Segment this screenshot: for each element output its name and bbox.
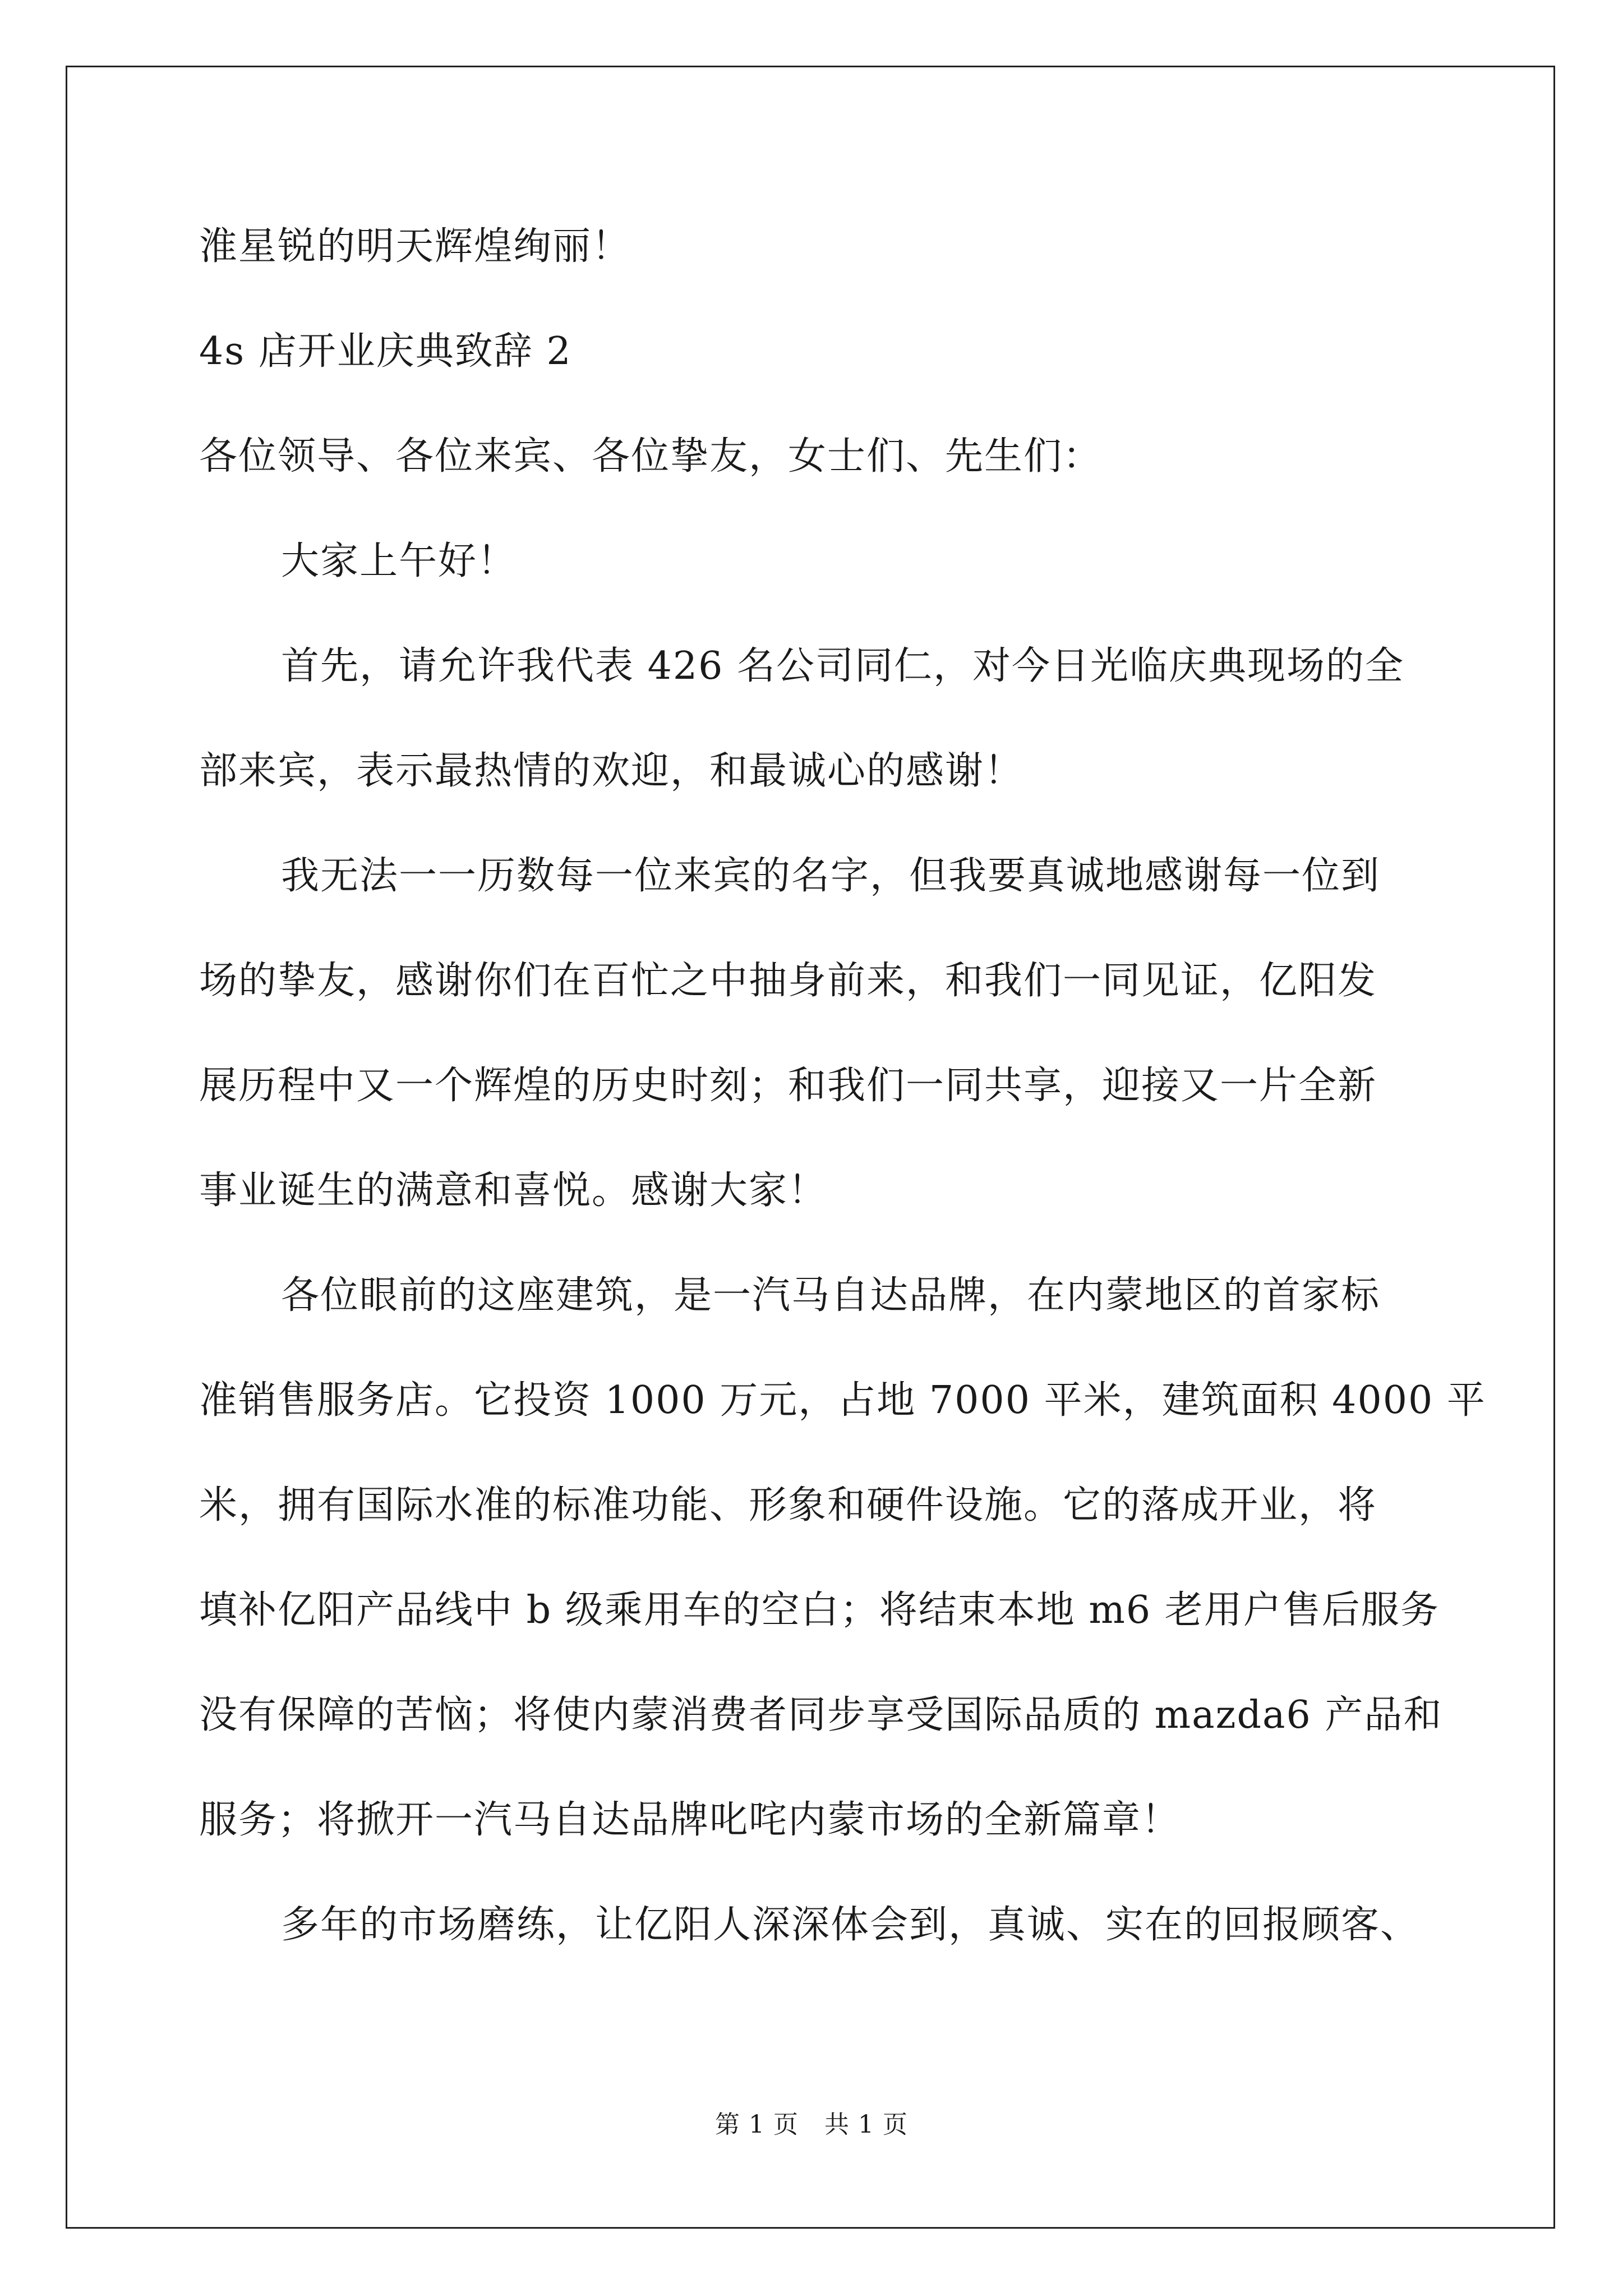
paragraph-line: 我无法一一历数每一位来宾的名字，但我要真诚地感谢每一位到: [281, 854, 1381, 898]
document-body: [199, 213, 1486, 1996]
paragraph-3: [199, 1262, 1486, 1854]
page-total: 共 1 页: [824, 2110, 908, 2139]
section-title: 4s 店开业庆典致辞 2: [199, 329, 572, 374]
paragraph-line: 准销售服务店。它投资 1000 万元，占地 7000 平米，建筑面积 4000 平: [199, 1378, 1486, 1423]
salutation: 各位领导、各位来宾、各位挚友，女士们、先生们：: [199, 434, 1103, 478]
paragraph-line: 各位眼前的这座建筑，是一汽马自达品牌，在内蒙地区的首家标: [281, 1273, 1381, 1318]
paragraph-line: 米，拥有国际水准的标准功能、形象和硬件设施。它的落成开业，将: [199, 1483, 1377, 1527]
page-number: 第 1 页: [715, 2110, 799, 2139]
paragraph-line: 没有保障的苦恼；将使内蒙消费者同步享受国际品质的 mazda6 产品和: [199, 1693, 1443, 1737]
paragraph-4: [199, 1892, 1433, 1959]
paragraph-line: 事业诞生的满意和喜悦。感谢大家！: [199, 1168, 828, 1213]
paragraph-1: [199, 633, 1433, 805]
paragraph-line: 展历程中又一个辉煌的历史时刻；和我们一同共享，迎接又一片全新: [199, 1064, 1377, 1108]
paragraph-line: 多年的市场磨练，让亿阳人深深体会到，真诚、实在的回报顾客、: [281, 1903, 1420, 1947]
text-line: 淮星锐的明天辉煌绚丽！: [199, 224, 631, 269]
paragraph-line: 服务；将掀开一汽马自达品牌叱咤内蒙市场的全新篇章！: [199, 1798, 1181, 1842]
paragraph-line: 填补亿阳产品线中 b 级乘用车的空白；将结束本地 m6 老用户售后服务: [199, 1588, 1440, 1632]
page-footer: [0, 2108, 1623, 2142]
paragraph-line: 部来宾，表示最热情的欢迎，和最诚心的感谢！: [199, 749, 1024, 793]
paragraph-line: 首先，请允许我代表 426 名公司同仁，对今日光临庆典现场的全: [281, 644, 1405, 688]
greeting: 大家上午好！: [281, 539, 517, 583]
paragraph-2: [199, 843, 1433, 1225]
paragraph-line: 场的挚友，感谢你们在百忙之中抽身前来，和我们一同见证，亿阳发: [199, 959, 1377, 1003]
